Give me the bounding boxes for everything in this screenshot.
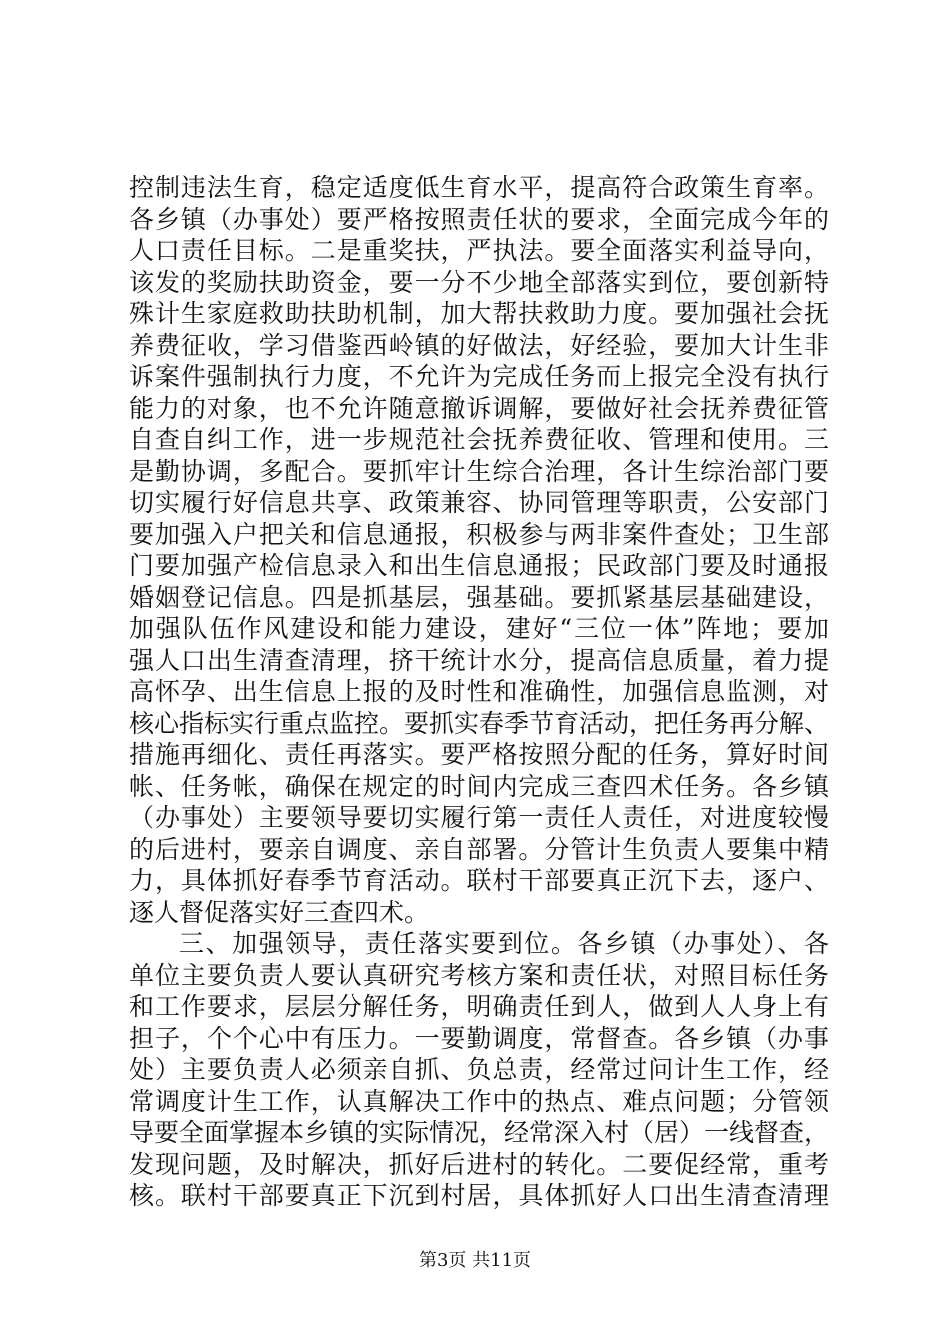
- text-line: （办事处）主要领导要切实履行第一责任人责任，对进度较慢: [129, 803, 829, 832]
- text-line: 婚姻登记信息。四是抓基层，强基础。要抓紧基层基础建设，: [129, 582, 829, 612]
- text-line: 是勤协调，多配合。要抓牢计生综合治理，各计生综治部门要: [129, 456, 829, 486]
- text-line: 力，具体抓好春季节育活动。联村干部要真正沉下去，逐户、: [129, 866, 829, 895]
- page-number-footer: 第3页 共11页: [418, 1250, 532, 1271]
- text-line: 人口责任目标。二是重奖扶，严执法。要全面落实利益导向，: [129, 236, 829, 265]
- text-line: 切实履行好信息共享、政策兼容、协同管理等职责，公安部门: [129, 488, 829, 517]
- text-line: 能力的对象，也不允许随意撤诉调解，要做好社会抚养费征管: [129, 393, 829, 423]
- section-heading-line: 三、加强领导，责任落实要到位。各乡镇（办事处）、各: [179, 929, 829, 958]
- text-line: 该发的奖励扶助资金，要一分不少地全部落实到位，要创新特: [129, 267, 829, 297]
- text-line: 导要全面掌握本乡镇的实际情况，经常深入村（居）一线督查，: [129, 1118, 830, 1147]
- text-line: 高怀孕、出生信息上报的及时性和准确性，加强信息监测，对: [129, 677, 829, 706]
- text-line: 核心指标实行重点监控。要抓实春季节育活动，把任务再分解、: [129, 708, 830, 738]
- text-line: 诉案件强制执行力度，不允许为完成任务而上报完全没有执行: [129, 362, 829, 391]
- text-line: 强人口出生清查清理，挤干统计水分，提高信息质量，着力提: [129, 645, 829, 675]
- text-line: 门要加强产检信息录入和出生信息通报；民政部门要及时通报: [129, 551, 829, 580]
- text-line: 加强队伍作风建设和能力建设，建好“三位一体”阵地；要加: [129, 614, 829, 643]
- text-line: 要加强入户把关和信息通报，积极参与两非案件查处；卫生部: [129, 519, 829, 549]
- text-line: 和工作要求，层层分解任务，明确责任到人，做到人人身上有: [129, 992, 829, 1021]
- text-line: 的后进村，要亲自调度、亲自部署。分管计生负责人要集中精: [129, 834, 829, 864]
- text-line: 控制违法生育，稳定适度低生育水平，提高符合政策生育率。: [129, 173, 829, 202]
- document-body: [129, 172, 829, 1212]
- text-line: 处）主要负责人必须亲自抓、负总责，经常过问计生工作，经: [129, 1055, 829, 1084]
- text-line: 养费征收，学习借鉴西岭镇的好做法，好经验，要加大计生非: [129, 330, 829, 360]
- text-line: 各乡镇（办事处）要严格按照责任状的要求，全面完成今年的: [129, 204, 829, 234]
- text-line: 逐人督促落实好三查四术。: [129, 897, 430, 927]
- text-line: 担子，个个心中有压力。一要勤调度，常督查。各乡镇（办事: [129, 1023, 829, 1053]
- text-line: 发现问题，及时解决，抓好后进村的转化。二要促经常，重考: [129, 1149, 829, 1179]
- text-line: 帐、任务帐，确保在规定的时间内完成三查四术任务。各乡镇: [129, 771, 829, 801]
- text-line: 核。联村干部要真正下沉到村居，具体抓好人口出生清查清理: [129, 1181, 829, 1210]
- text-line: 殊计生家庭救助扶助机制，加大帮扶救助力度。要加强社会抚: [129, 299, 829, 328]
- text-line: 单位主要负责人要认真研究考核方案和责任状，对照目标任务: [129, 960, 829, 990]
- text-line: 措施再细化、责任再落实。要严格按照分配的任务，算好时间: [129, 740, 829, 769]
- text-line: 自查自纠工作，进一步规范社会抚养费征收、管理和使用。三: [129, 425, 829, 454]
- text-line: 常调度计生工作，认真解决工作中的热点、难点问题；分管领: [129, 1086, 829, 1116]
